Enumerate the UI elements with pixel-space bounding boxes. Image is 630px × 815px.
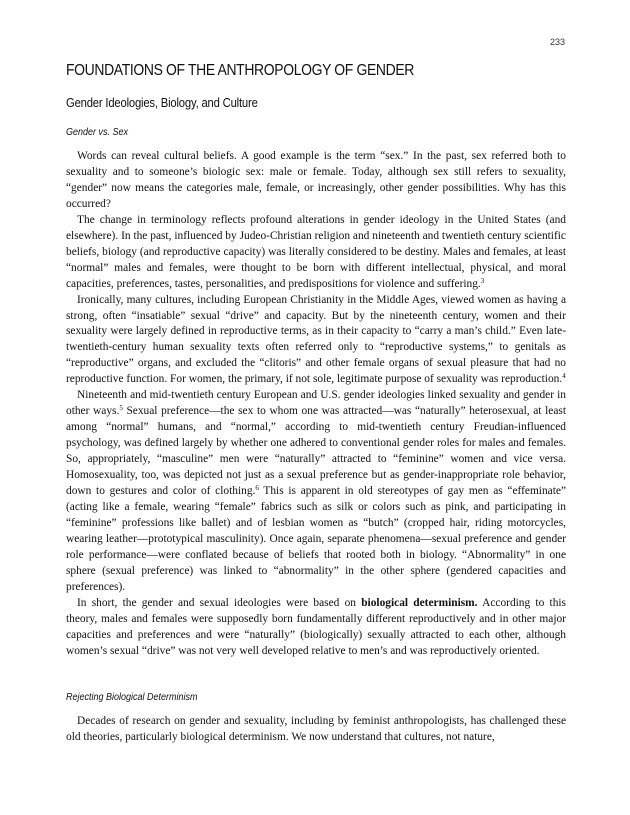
paragraph: Decades of research on gender and sexuality, including by feminist anthropologists, has challenged these old theories, particularly biological determinism. We now understand that cultures, not nature, (66, 715, 566, 743)
paragraph: In short, the gender and sexual ideologies were based on biological determinism. According to this theory, males and females were supposedly born fundamentally different reproductively and in other major capacities and preferences and were “naturally” (biologically) sexually attracted to each other, although women’s sexual “drive” was not very well developed relative to men’s and was reproductively oriented. (66, 596, 566, 657)
paragraph: Nineteenth and mid-twentieth century European and U.S. gender ideologies linked sexuality and gender in other ways.$^5$ Sexual preference—the sex to whom one was attracted—was “naturally” heterosexual, at least among “normal” humans, and “normal,” according to mid-twentieth century Freudian-influenced psychology, was defined largely by whether one adhered to conventional gender roles for males and females. So, appropriately, “masculine” men were “naturally” attracted to “feminine” women and vice versa. Homosexuality, too, was depicted not just as a sexual preference but as gender-inappropriate role behavior, down to gestures and color of clothing.$^6$ This is apparent in old stereotypes of gay men as “effeminate” (acting like a female, wearing “female” fabrics such as silk or colors such as pink, and participating in “feminine” professions like ballet) and of lesbian women as “butch” (cropped hair, riding motorcycles, wearing leather—prototypical masculinity). Once again, separate phenomena—sexual preference and gender role performance—were conflated because of beliefs that rooted both in biology. “Abnormality” in one sphere (sexual preference) was linked to “abnormality” in the other sphere (gendered capacities and preferences). (66, 389, 567, 593)
subsection-heading-rejecting-biological-determinism: Rejecting Biological Determinism (66, 692, 198, 703)
paragraph: The change in terminology reflects profound alterations in gender ideology in the United States (and elsewhere). In the past, influenced by Judeo-Christian religion and nineteenth and twentieth century scientific beliefs, biology (and reproductive capacity) was literally considered to be destiny. Males and females, at least “normal” males and females, were thought to be born with different intellectual, physical, and moral capacities, preferences, tastes, personalities, and predispositions for violence and suffering.$^3$ (66, 213, 566, 290)
paragraph: Words can reveal cultural beliefs. A good example is the term “sex.” In the past, sex referred both to sexuality and to someone’s biologic sex: male or female. Today, although sex still refers to sexuality, “gender” now means the categories male, female, or increasingly, other gender possibilities. Why has this occurred? (66, 150, 566, 210)
body-text-rejecting-biological-determinism (66, 714, 566, 746)
chapter-title: FOUNDATIONS OF THE ANTHROPOLOGY OF GENDER (66, 62, 414, 79)
key-term: biological determinism. (361, 596, 478, 609)
footnote-ref: 6 (255, 484, 259, 493)
body-text-gender-vs-sex (66, 149, 566, 660)
page-number: 233 (549, 37, 565, 47)
footnote-ref: 3 (480, 276, 485, 285)
footnote-ref: 5 (119, 404, 123, 413)
footnote-ref: 4 (562, 372, 566, 381)
section-title: Gender Ideologies, Biology, and Culture (66, 96, 258, 110)
paragraph: Ironically, many cultures, including European Christianity in the Middle Ages, viewed women as having a strong, often “insatiable” sexual “drive” and capacity. But by the nineteenth century, women and their sexuality were largely defined in reproductive terms, as in their capacity to “carry a man’s child.” Even late-twentieth-century human sexuality texts often referred only to “reproductive systems,” to genitals as “reproductive” organs, and excluded the “clitoris” and other female organs of sexual pleasure that had no reproductive function. For women, the primary, if not sole, legitimate purpose of sexuality was reproduction.$^4$ (66, 293, 566, 386)
subsection-heading-gender-vs-sex: Gender vs. Sex (66, 127, 129, 138)
